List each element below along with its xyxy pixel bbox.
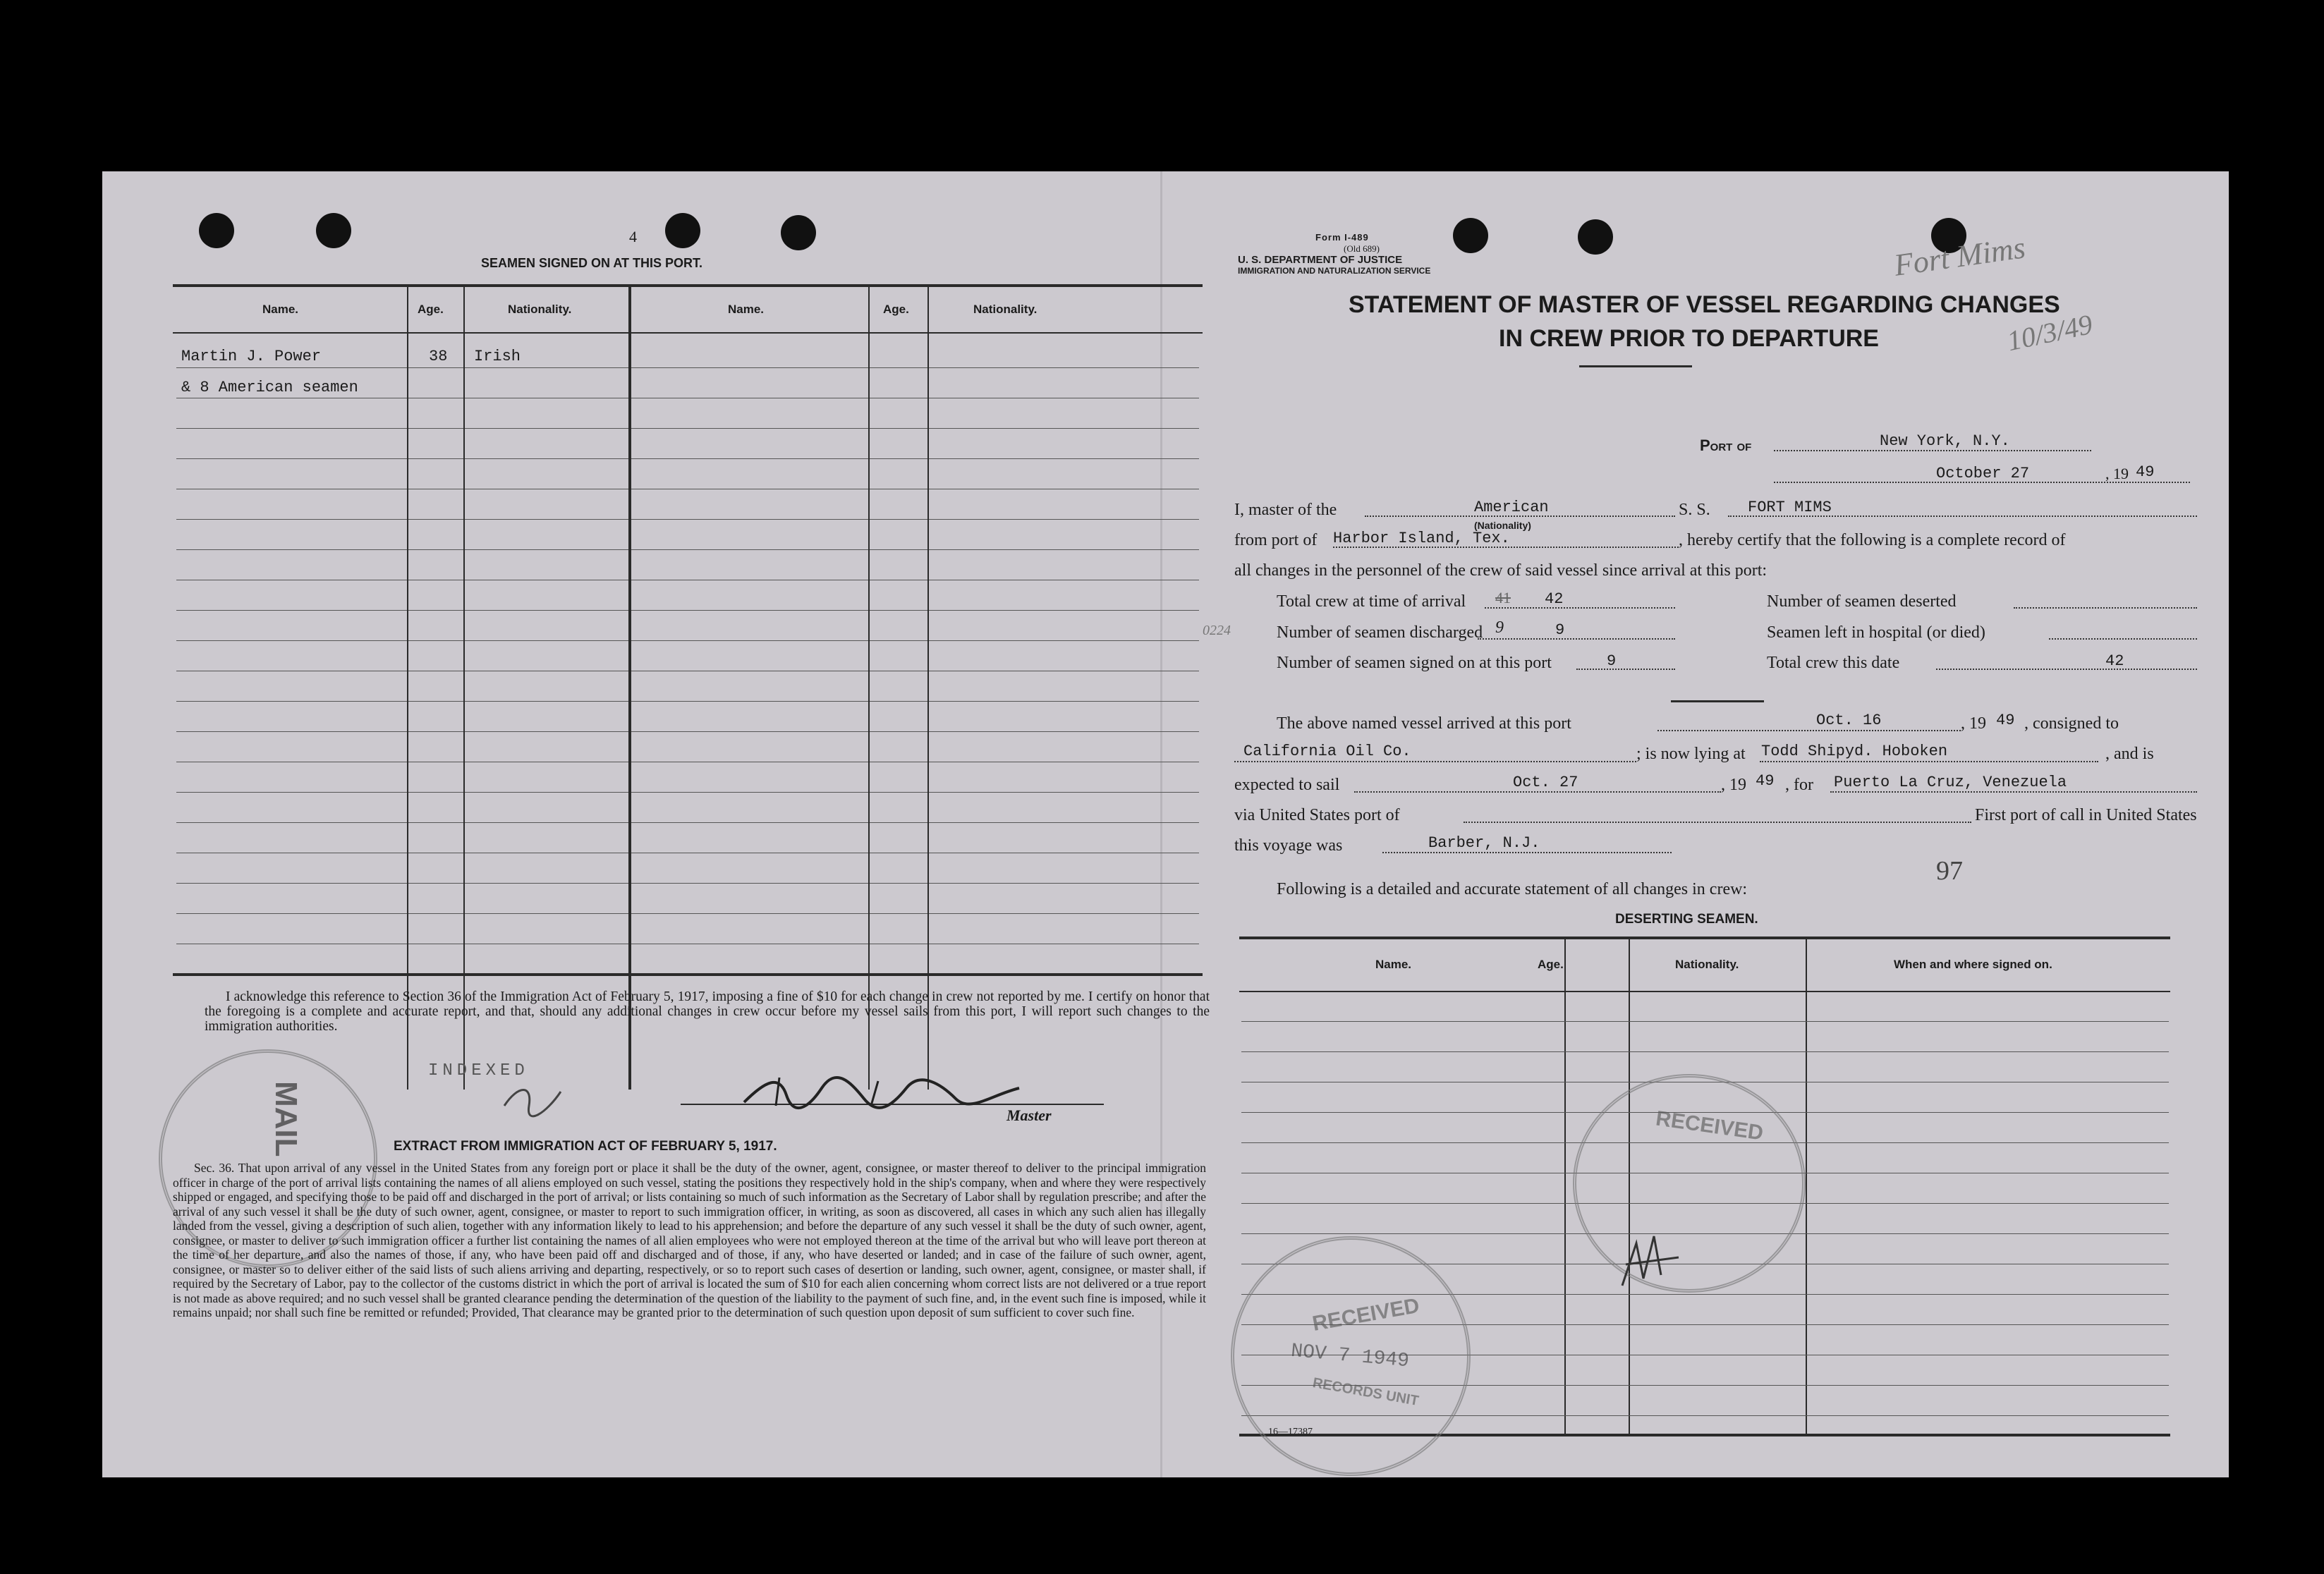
extract-title: EXTRACT FROM IMMIGRATION ACT OF FEBRUARY 5, 1917. xyxy=(394,1139,777,1154)
deserting-col-signed-on: When and where signed on. xyxy=(1894,958,2052,971)
col-header-age: Age. xyxy=(418,303,444,316)
nationality-value: American xyxy=(1474,499,1549,516)
certify-text: , hereby certify that the following is a complete record of xyxy=(1679,531,2066,549)
and-is-label: , and is xyxy=(2105,745,2154,763)
signed-on-line xyxy=(1576,669,1675,670)
service: IMMIGRATION AND NATURALIZATION SERVICE xyxy=(1238,266,1431,276)
discharged-value: 9 xyxy=(1555,621,1565,639)
following-text: Following is a detailed and accurate statement of all changes in crew: xyxy=(1277,880,1748,898)
expected-date: Oct. 27 xyxy=(1513,774,1578,791)
consigned-to-label: , consigned to xyxy=(2024,714,2119,733)
deserted-line xyxy=(2014,607,2197,609)
table-row-rule xyxy=(176,701,1199,702)
col-divider xyxy=(1564,938,1566,1434)
this-voyage-label: this voyage was xyxy=(1234,836,1343,855)
table-row-rule xyxy=(176,367,1199,368)
form-title-line2: IN CREW PRIOR TO DEPARTURE xyxy=(1499,325,1879,352)
consignee-line xyxy=(1234,761,1636,762)
seaman-nationality: Irish xyxy=(474,348,521,365)
table-row-rule xyxy=(1241,1051,2169,1052)
master-of-label: I, master of the xyxy=(1234,501,1337,519)
margin-note: 0224 xyxy=(1203,623,1231,638)
first-port-label: First port of call in United States xyxy=(1975,806,2197,824)
lying-at-value: Todd Shipyd. Hoboken xyxy=(1761,743,1948,760)
expected-date-line xyxy=(1354,791,1721,793)
hospital-label: Seamen left in hospital (or died) xyxy=(1767,623,1985,642)
expected-label: expected to sail xyxy=(1234,776,1340,794)
via-line xyxy=(1464,822,1971,823)
col-header-name-2: Name. xyxy=(728,303,765,316)
hospital-line xyxy=(2049,638,2197,640)
records-unit-stamp xyxy=(1231,1236,1471,1476)
port-label: Port of xyxy=(1700,437,1752,454)
table-row-rule xyxy=(176,640,1199,641)
signed-on-value: 9 xyxy=(1607,652,1617,670)
all-changes-text: all changes in the personnel of the crew of said vessel since arrival at this port: xyxy=(1234,561,1768,580)
table-row-rule xyxy=(176,610,1199,611)
total-crew-arrival-struck: 41 xyxy=(1495,589,1511,606)
deserting-header-rule xyxy=(1239,991,2170,992)
acknowledgment-text: I acknowledge this reference to Section 36 of the Immigration Act of February 5, 1917, imposing a fine of $10 for each change in crew not reported by me. I certify on honor that the foregoing is a complete and accurate report, and that, should any additional changes in crew occur before my vessel sails from this port, I will report such changes to the immigration authorities. xyxy=(205,989,1210,1034)
table-row-rule xyxy=(176,883,1199,884)
section-title: SEAMEN SIGNED ON AT THIS PORT. xyxy=(481,256,703,270)
table-row-rule xyxy=(176,731,1199,732)
punch-hole xyxy=(1578,219,1613,255)
department: U. S. DEPARTMENT OF JUSTICE xyxy=(1238,254,1403,266)
col-header-nationality: Nationality. xyxy=(508,303,572,316)
records-stamp-unit: RECORDS UNIT xyxy=(1311,1374,1420,1410)
received-stamp-text: RECEIVED xyxy=(1654,1106,1765,1145)
col-divider xyxy=(1806,938,1807,1434)
total-crew-date-line xyxy=(1936,669,2197,670)
master-signature xyxy=(737,1067,1040,1116)
signed-on-label: Number of seamen signed on at this port xyxy=(1277,654,1552,672)
page-number: 4 xyxy=(629,228,637,245)
table-row-rule xyxy=(176,519,1199,520)
total-crew-date-value: 42 xyxy=(2105,652,2124,670)
table-row-rule xyxy=(176,913,1199,914)
port-field-line xyxy=(1774,450,2091,451)
col-header-nationality-2: Nationality. xyxy=(973,303,1038,316)
table-row-rule xyxy=(176,458,1199,459)
form-code: 16—17387 xyxy=(1268,1427,1313,1437)
received-initials xyxy=(1612,1222,1689,1300)
discharged-handwritten: 9 xyxy=(1495,618,1504,637)
table-header-rule xyxy=(173,332,1203,334)
seaman-name: Martin J. Power xyxy=(181,348,322,365)
total-crew-arrival-value: 42 xyxy=(1545,590,1564,608)
table-top-rule xyxy=(173,284,1203,287)
table-row-rule xyxy=(176,428,1199,429)
col-divider xyxy=(628,286,631,1090)
arrived-year-prefix: , 19 xyxy=(1961,714,1986,733)
document-sheet xyxy=(102,171,2229,1477)
total-crew-arrival-line xyxy=(1485,607,1675,609)
total-crew-arrival-label: Total crew at time of arrival xyxy=(1277,592,1466,611)
handwritten-vessel-note: Fort Mims xyxy=(1892,230,2028,283)
table-row-rule xyxy=(176,822,1199,823)
deserting-title: DESERTING SEAMEN. xyxy=(1615,912,1758,927)
discharged-line xyxy=(1478,638,1675,640)
col-header-age-2: Age. xyxy=(883,303,909,316)
col-divider xyxy=(927,286,929,1090)
deserting-top-rule xyxy=(1239,937,2170,939)
table-row-rule xyxy=(1241,1021,2169,1022)
nationality-caption: (Nationality) xyxy=(1474,520,1531,531)
punch-hole xyxy=(665,213,700,248)
year-value: 49 xyxy=(2136,463,2155,481)
arrived-date: Oct. 16 xyxy=(1816,712,1882,729)
deserting-col-age: Age. xyxy=(1538,958,1564,971)
col-divider xyxy=(868,286,870,1090)
punch-hole xyxy=(1453,218,1488,253)
expected-year: 49 xyxy=(1756,772,1775,790)
table-bottom-rule xyxy=(173,973,1203,976)
title-underline xyxy=(1579,365,1692,367)
punch-hole xyxy=(781,215,816,250)
table-row-rule xyxy=(176,792,1199,793)
this-voyage-value: Barber, N.J. xyxy=(1428,834,1540,852)
consignee-value: California Oil Co. xyxy=(1243,743,1411,760)
from-port-label: from port of xyxy=(1234,531,1318,549)
mail-stamp-text: MAIL xyxy=(269,1081,303,1157)
lying-at-line xyxy=(1760,761,2098,762)
seaman-age: 38 xyxy=(429,348,448,365)
master-label: Master xyxy=(1006,1106,1052,1124)
records-stamp-date: NOV 7 1949 xyxy=(1289,1340,1411,1373)
seaman-name: & 8 American seamen xyxy=(181,379,358,396)
arrived-year: 49 xyxy=(1996,712,2015,729)
date-value: October 27 xyxy=(1936,465,2030,482)
from-port-value: Harbor Island, Tex. xyxy=(1333,530,1510,547)
sum-rule xyxy=(1671,700,1764,702)
col-divider xyxy=(463,286,465,1090)
col-header-name: Name. xyxy=(262,303,299,316)
year-prefix: , 19 xyxy=(2105,465,2129,482)
handwritten-date-note: 10/3/49 xyxy=(2004,307,2095,358)
destination-value: Puerto La Cruz, Venezuela xyxy=(1834,774,2067,791)
extract-text: Sec. 36. That upon arrival of any vessel in the United States from any foreign port or place it shall be the duty of the owner, agent, consignee, or master thereof to deliver to the principal immigration officer in charge of the port of arrival lists containing the names of all aliens employed on such vessel, stating the positions they respectively hold in the ship's company, when and where they were respectively shipped or engaged, and specifying those to be paid off and discharged in the port of arrival; or lists containing so much of such information as the Secretary of Labor shall by regulation prescribe; and after the arrival of any such vessel it shall be the duty of such owner, agent, consignee, or master to report to such immigration officer, in writing, as soon as discovered, all cases in which any such alien has illegally landed from the vessel, giving a description of such alien, together with any information likely to lead to his apprehension; and before the departure of any such vessel it shall be the duty of such owner, agent, consignee, or master to deliver to such immigration officer a further list containing the names of all alien employees who were not employed thereon at the time of the arrival but who will leave port thereon at the time of her departure, and also the names of those, if any, who have been paid off and discharged and of those, if any, who have deserted or landed; and in case of the failure of such owner, agent, consignee, or master so to deliver either of the said lists of such aliens arriving and departing, respectively, or so to report such cases of desertion or landing, such owner, agent, consignee, or master shall, if required by the Secretary of Labor, pay to the collector of the customs district in which the port of arrival is located the sum of $10 for each alien concerning whom correct lists are not delivered or a true report is not made as above required; and no such vessel shall be granted clearance pending the determination of the question of the liability to the payment of such fine, and, in the event such fine is imposed, while it remains unpaid; nor shall such fine be remitted or refunded; Provided, That clearance may be granted prior to the determination of such question upon deposit of sum sufficient to cover such fine. xyxy=(173,1161,1206,1319)
for-label: , for xyxy=(1785,776,1813,794)
expected-year-prefix: , 19 xyxy=(1721,776,1746,794)
deserting-col-nationality: Nationality. xyxy=(1675,958,1739,971)
destination-line xyxy=(1830,791,2197,793)
port-value: New York, N.Y. xyxy=(1880,432,2010,450)
deserted-label: Number of seamen deserted xyxy=(1767,592,1957,611)
form-old-number: (Old 689) xyxy=(1344,243,1380,254)
indexed-initials xyxy=(497,1078,575,1120)
page-stamp-number: 97 xyxy=(1936,856,1963,886)
vessel-name: FORT MIMS xyxy=(1748,499,1832,516)
via-label: via United States port of xyxy=(1234,806,1400,824)
form-number: Form I-489 xyxy=(1315,232,1369,243)
indexed-stamp: INDEXED xyxy=(428,1061,529,1080)
table-row-rule xyxy=(176,549,1199,550)
punch-hole xyxy=(316,213,351,248)
arrived-text: The above named vessel arrived at this port xyxy=(1277,714,1571,733)
ss-label: S. S. xyxy=(1679,501,1710,519)
records-stamp-received: RECEIVED xyxy=(1310,1293,1421,1336)
discharged-label: Number of seamen discharged xyxy=(1277,623,1483,642)
received-stamp xyxy=(1573,1074,1806,1293)
deserting-col-name: Name. xyxy=(1375,958,1412,971)
punch-hole xyxy=(199,213,234,248)
form-title-line1: STATEMENT OF MASTER OF VESSEL REGARDING CHANGES xyxy=(1349,291,2060,318)
arrived-date-line xyxy=(1657,730,1961,731)
col-divider xyxy=(407,286,408,1090)
lying-at-label: ; is now lying at xyxy=(1636,745,1746,763)
this-voyage-line xyxy=(1382,852,1672,853)
total-crew-date-label: Total crew this date xyxy=(1767,654,1900,672)
